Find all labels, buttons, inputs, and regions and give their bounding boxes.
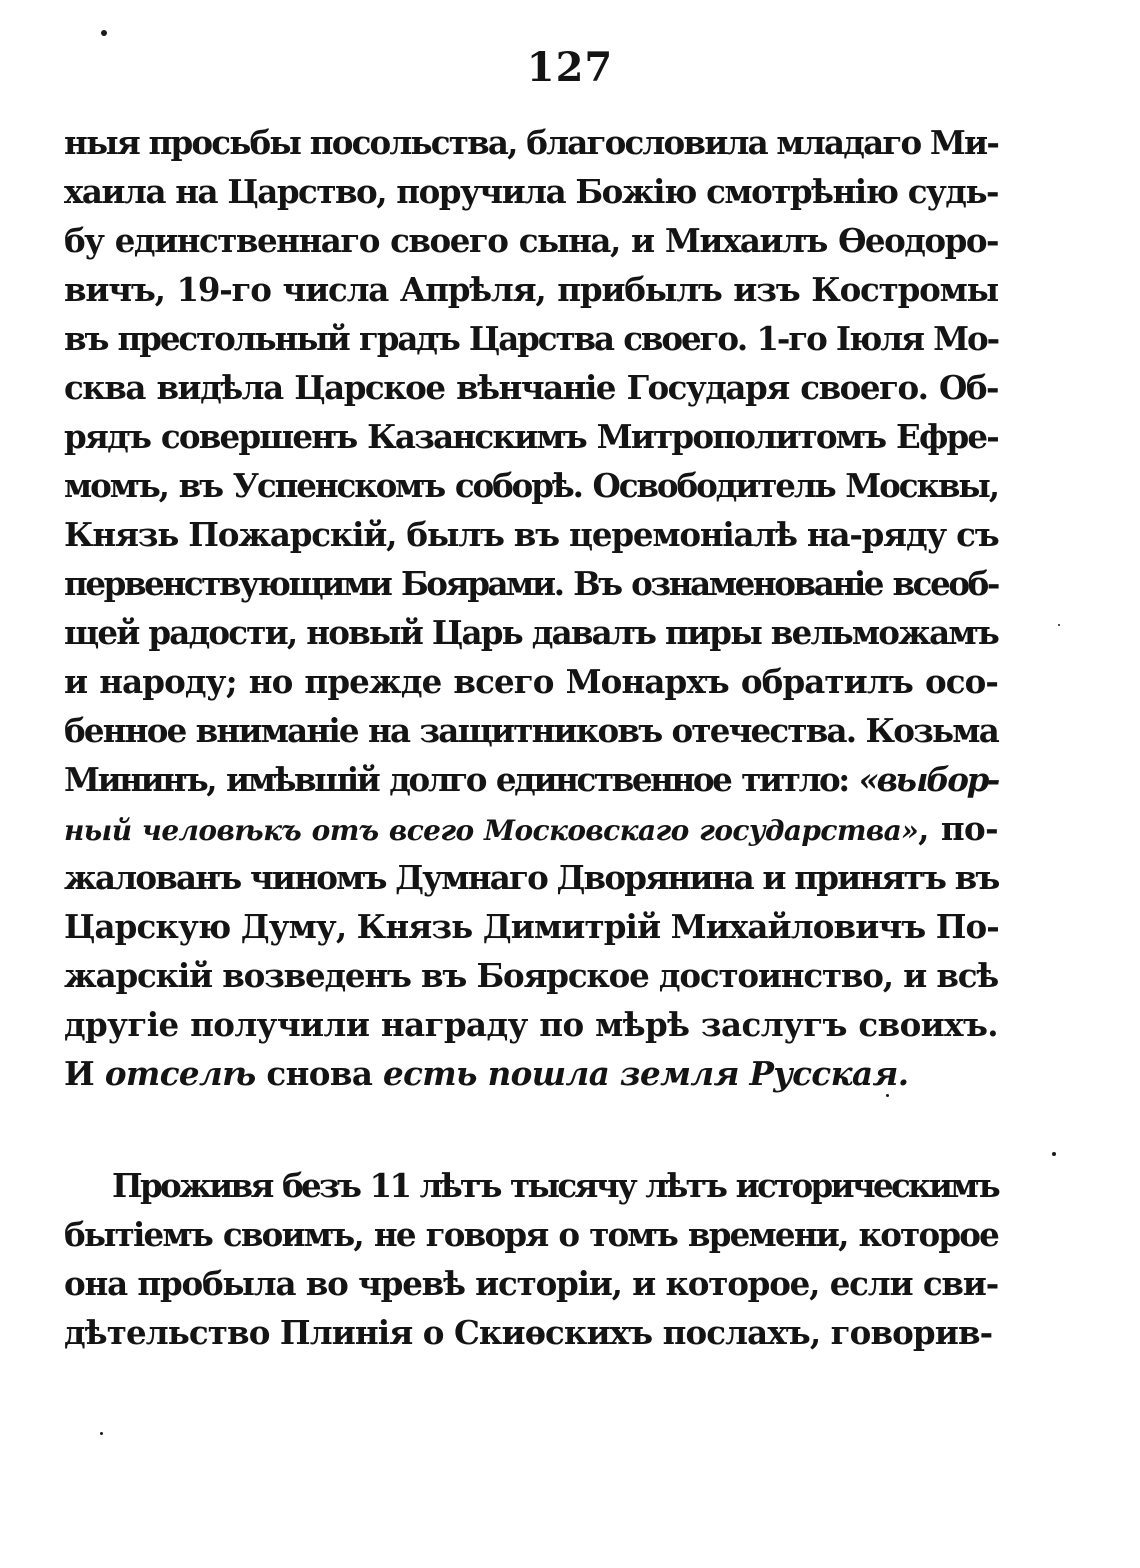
text-line [64,510,998,559]
text-run: въ престольный градъ Царства своего. 1-го Іюля Мо- [64,319,998,358]
text-run: Царскую Думу, Князь Димитрій Михайловичъ По- [64,907,999,946]
text-run: бу единственнаго своего сына, и Михаилъ Ѳеодоро- [64,221,998,260]
italic-run: есть пошла земля Русская. [383,1054,909,1093]
text-line [64,706,998,755]
text-line [64,657,998,706]
text-line [64,1000,998,1049]
text-run: щей радости, новый Царь давалъ пиры вельможамъ [64,613,998,652]
text-run: она пробыла во чревѣ исторіи, и которое, если сви- [64,1264,998,1303]
text-run: и народу; но прежде всего Монархъ обратилъ осо- [64,662,998,701]
text-line [64,853,998,902]
text-line [64,608,998,657]
text-run: , по- [918,809,998,848]
text-line [64,755,998,804]
text-run: другіе получили награду по мѣрѣ заслугъ своихъ. [64,1005,998,1044]
paragraph-2 [64,1161,998,1357]
page-number: 127 [526,44,614,91]
text-run: сква видѣла Царское вѣнчаніе Государя своего. Об- [64,368,998,407]
text-line [64,314,998,363]
text-run: снова [255,1054,383,1093]
text-run: бенное вниманіе на защитниковъ отечества. Козьма [64,711,998,750]
italic-run: отселѣ [104,1054,256,1093]
text-run: хаила на Царство, поручила Божію смотрѣнію судь- [64,172,998,211]
text-line [64,118,998,167]
text-line [64,1049,998,1098]
text-run: первенствующими Боярами. Въ ознаменованіе всеоб- [64,564,998,603]
text-line [64,1259,998,1308]
italic-run: «выбор- [858,760,998,799]
text-run: ныя просьбы посольства, благословила младаго Ми- [64,123,999,162]
text-line [64,216,998,265]
text-line [64,1161,998,1210]
text-line [64,559,998,608]
text-line [64,412,998,461]
text-line [64,902,998,951]
text-run: жалованъ чиномъ Думнаго Дворянина и принятъ въ [64,858,999,897]
text-run: вичъ, 19-го числа Апрѣля, прибылъ изъ Костромы [64,270,998,309]
paragraph-1 [64,118,998,1098]
print-speck [1058,624,1060,626]
print-speck [100,1432,103,1435]
text-line [64,1210,998,1259]
print-speck [1052,1152,1056,1156]
text-run: жарскій возведенъ въ Боярское достоинство, и всѣ [64,956,998,995]
text-run: Князь Пожарскій, былъ въ церемоніалѣ на-ряду съ [64,515,999,554]
text-run: бытіемъ своимъ, не говоря о томъ времени, которое [64,1215,998,1254]
text-run: момъ, въ Успенскомъ соборѣ. Освободитель Москвы, [64,466,998,505]
text-line [64,461,998,510]
italic-run: ный человѣкъ отъ всего Московскаго государства» [64,814,919,847]
text-line [64,804,998,853]
text-line [64,167,998,216]
text-run: рядъ совершенъ Казанскимъ Митрополитомъ Ефре- [64,417,998,456]
text-line [64,951,998,1000]
text-run: Мининъ, имѣвшій долго единственное титло: [64,760,859,799]
text-line [64,265,998,314]
print-speck [101,30,107,36]
text-run: дѣтельство Плинія о Скиѳскихъ послахъ, говорив- [64,1313,993,1352]
text-line [64,1308,998,1357]
text-run: И [64,1054,105,1093]
text-run: Проживя безъ 11 лѣтъ тысячу лѣтъ историческимъ [112,1166,998,1205]
text-line [64,363,998,412]
